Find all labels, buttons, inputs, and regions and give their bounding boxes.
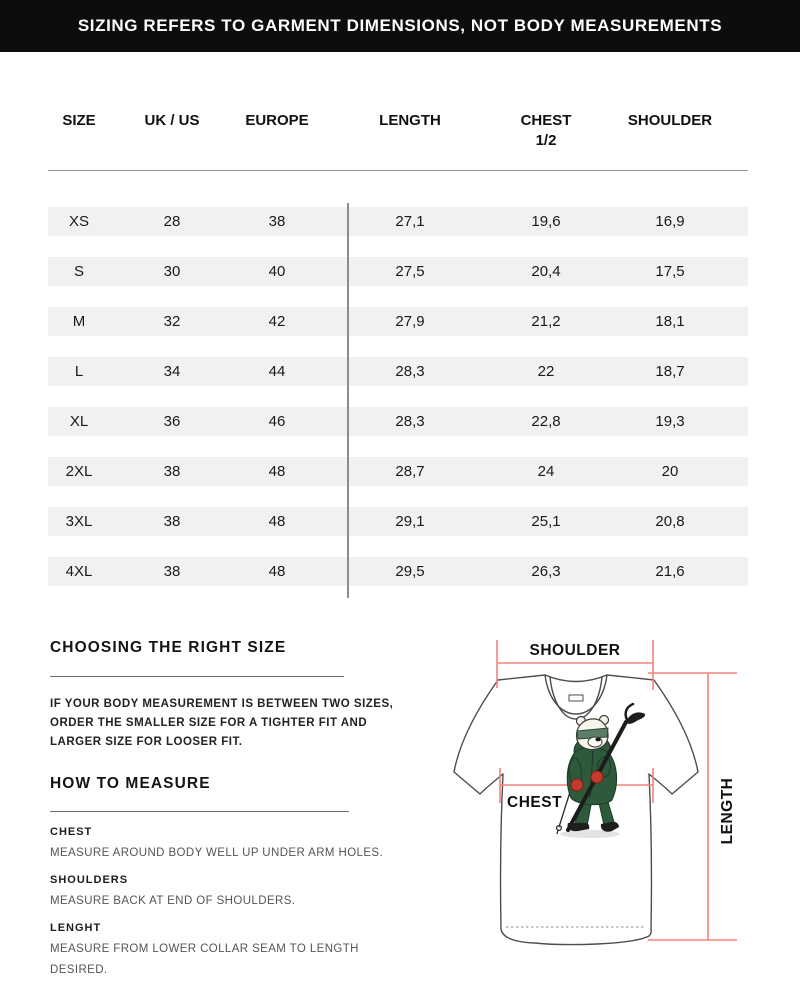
table-cell: 21,2: [531, 313, 561, 330]
table-cell: 4XL: [65, 563, 93, 580]
sizing-disclaimer-banner: [0, 0, 800, 52]
table-cell: 19,3: [655, 413, 685, 430]
column-header-line: LENGTH: [379, 112, 441, 129]
table-cell: 21,6: [655, 563, 685, 580]
table-cell: 27,5: [395, 263, 425, 280]
table-row: [48, 457, 748, 486]
table-cell: 34: [163, 363, 181, 380]
table-row: [48, 507, 748, 536]
table-cell: XS: [68, 213, 89, 230]
table-cell: 25,1: [531, 513, 561, 530]
measure-item-description: MEASURE BACK AT END OF SHOULDERS.: [50, 895, 296, 907]
size-table-header: [48, 113, 748, 149]
table-cell: 18,7: [655, 363, 685, 380]
table-vertical-divider: [347, 203, 349, 598]
measure-item-label: SHOULDERS: [50, 874, 129, 886]
table-cell: 42: [268, 313, 286, 330]
table-cell: 28,3: [395, 363, 425, 380]
table-cell: 38: [163, 463, 181, 480]
how-to-measure-rule: [50, 811, 349, 812]
column-header-line: UK / US: [144, 112, 200, 129]
table-cell: 29,5: [395, 563, 425, 580]
table-cell: 36: [163, 413, 181, 430]
table-cell: 26,3: [531, 563, 561, 580]
table-cell: XL: [69, 413, 89, 430]
table-cell: 19,6: [531, 213, 561, 230]
choosing-size-title: CHOOSING THE RIGHT SIZE: [50, 639, 287, 656]
table-cell: 46: [268, 413, 286, 430]
table-cell: 38: [268, 213, 286, 230]
paragraph-line: IF YOUR BODY MEASUREMENT IS BETWEEN TWO SIZES,: [50, 698, 394, 710]
column-header-line: 1/2: [535, 132, 557, 149]
column-header: [48, 113, 110, 149]
column-header: [110, 113, 234, 149]
table-cell: 20: [661, 463, 679, 480]
table-cell: 20,4: [531, 263, 561, 280]
paragraph-line: LARGER SIZE FOR LOOSER FIT.: [50, 736, 243, 748]
table-cell: 48: [268, 513, 286, 530]
measure-item: [50, 922, 400, 981]
table-cell: 32: [163, 313, 181, 330]
measure-item-label: CHEST: [50, 826, 93, 838]
table-cell: M: [72, 313, 86, 330]
column-header-line: SIZE: [62, 112, 96, 129]
table-cell: 17,5: [655, 263, 685, 280]
column-header: [500, 113, 592, 149]
table-cell: 24: [537, 463, 555, 480]
measure-item-description: DESIRED.: [50, 964, 108, 976]
choosing-size-paragraph: [50, 695, 400, 752]
table-row: [48, 557, 748, 586]
measure-item-label: LENGHT: [50, 922, 102, 934]
table-cell: 29,1: [395, 513, 425, 530]
tshirt-measurement-diagram: [440, 625, 760, 955]
table-row: [48, 207, 748, 236]
column-header-line: CHEST: [520, 112, 572, 129]
tshirt-outline: [454, 675, 698, 945]
table-cell: 20,8: [655, 513, 685, 530]
banner-text: SIZING REFERS TO GARMENT DIMENSIONS, NOT BODY MEASUREMENTS: [77, 16, 723, 35]
table-cell: 22: [537, 363, 555, 380]
table-row: [48, 307, 748, 336]
table-cell: 18,1: [655, 313, 685, 330]
measure-item-description: MEASURE AROUND BODY WELL UP UNDER ARM HOLES.: [50, 847, 384, 859]
measure-item: [50, 874, 400, 912]
column-header-line: EUROPE: [245, 112, 309, 129]
table-cell: S: [73, 263, 84, 280]
table-cell: 22,8: [531, 413, 561, 430]
size-table-rows: [48, 207, 748, 607]
shoulder-label: SHOULDER: [529, 642, 621, 659]
table-cell: 30: [163, 263, 181, 280]
table-cell: 2XL: [65, 463, 93, 480]
length-label: LENGTH: [719, 777, 736, 845]
table-cell: 27,1: [395, 213, 425, 230]
column-header: [234, 113, 320, 149]
measure-item-description: MEASURE FROM LOWER COLLAR SEAM TO LENGTH: [50, 943, 359, 955]
column-header: [592, 113, 748, 149]
table-cell: 38: [163, 563, 181, 580]
table-header-rule: [48, 170, 748, 171]
table-cell: 28,7: [395, 463, 425, 480]
paragraph-line: ORDER THE SMALLER SIZE FOR A TIGHTER FIT AND: [50, 717, 368, 729]
table-cell: 48: [268, 563, 286, 580]
table-cell: 40: [268, 263, 286, 280]
tshirt-diagram-svg: [440, 625, 760, 955]
chest-label: CHEST: [507, 794, 563, 811]
column-header-line: SHOULDER: [627, 112, 713, 129]
table-cell: L: [74, 363, 84, 380]
table-cell: 44: [268, 363, 286, 380]
table-row: [48, 257, 748, 286]
how-to-measure-title: HOW TO MEASURE: [50, 775, 211, 792]
measure-item: [50, 826, 400, 864]
table-cell: 38: [163, 513, 181, 530]
table-cell: 3XL: [65, 513, 93, 530]
table-cell: 48: [268, 463, 286, 480]
choosing-size-rule: [50, 676, 344, 677]
table-cell: 28,3: [395, 413, 425, 430]
table-cell: 16,9: [655, 213, 685, 230]
table-row: [48, 407, 748, 436]
table-cell: 28: [163, 213, 181, 230]
measure-items: [50, 826, 400, 991]
table-row: [48, 357, 748, 386]
column-header: [320, 113, 500, 149]
table-cell: 27,9: [395, 313, 425, 330]
